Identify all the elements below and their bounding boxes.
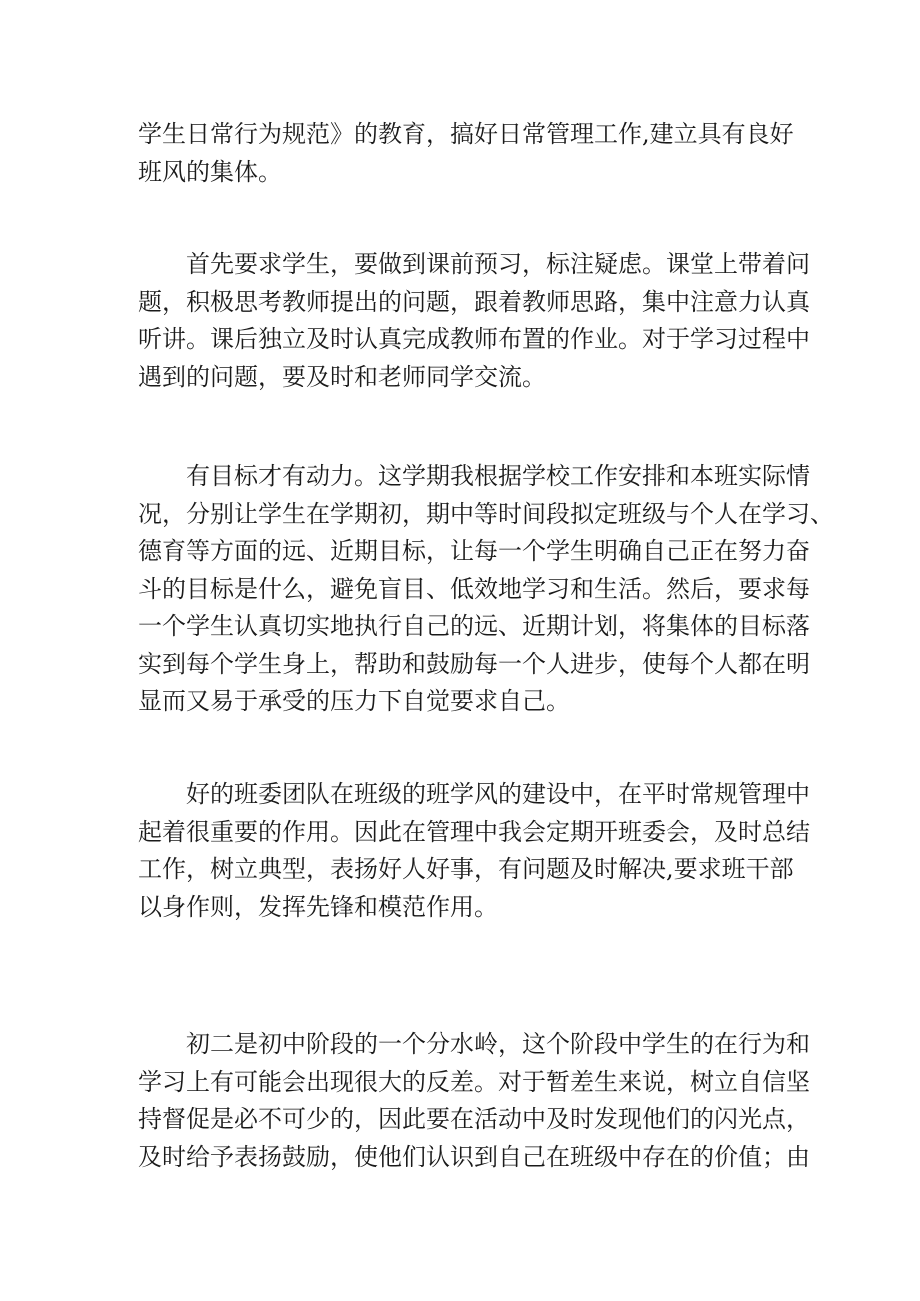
paragraph-line: 听讲。课后独立及时认真完成教师布置的作业。对于学习过程中 bbox=[138, 325, 810, 353]
paragraph-line: 起着很重要的作用。因此在管理中我会定期开班委会，及时总结 bbox=[138, 817, 810, 846]
paragraph-line: 学生日常行为规范》的教育，搞好日常管理工作,建立具有良好 bbox=[138, 120, 794, 148]
paragraph-line: 一个学生认真切实地执行自己的远、近期计划，将集体的目标落 bbox=[138, 612, 810, 640]
paragraph-line: 题，积极思考教师提出的问题，跟着教师思路，集中注意力认真 bbox=[138, 287, 810, 316]
paragraph-line: 初二是初中阶段的一个分水岭，这个阶段中学生的在行为和 bbox=[186, 1030, 810, 1058]
paragraph-2 bbox=[138, 246, 810, 396]
paragraph-line: 实到每个学生身上，帮助和鼓励每一个人进步，使每个人都在明 bbox=[138, 649, 810, 678]
paragraph-line: 有目标才有动力。这学期我根据学校工作安排和本班实际情 bbox=[186, 462, 810, 490]
paragraph-line: 斗的目标是什么，避免盲目、低效地学习和生活。然后，要求每 bbox=[138, 574, 810, 603]
paragraph-line: 德育等方面的远、近期目标，让每一个学生明确自己正在努力奋 bbox=[138, 537, 810, 565]
paragraph-line: 以身作则，发挥先锋和模范作用。 bbox=[138, 892, 498, 921]
paragraph-line: 持督促是必不可少的，因此要在活动中及时发现他们的闪光点， bbox=[138, 1105, 810, 1133]
paragraph-line: 遇到的问题，要及时和老师同学交流。 bbox=[138, 362, 546, 391]
paragraph-line: 况，分别让学生在学期初，期中等时间段拟定班级与个人在学习、 bbox=[138, 499, 834, 528]
paragraph-3 bbox=[138, 458, 834, 721]
paragraph-5 bbox=[138, 1026, 810, 1176]
paragraph-line: 好的班委团队在班级的班学风的建设中，在平时常规管理中 bbox=[186, 780, 810, 808]
paragraph-line: 及时给予表扬鼓励，使他们认识到自己在班级中存在的价值；由 bbox=[138, 1142, 810, 1171]
paragraph-line: 学习上有可能会出现很大的反差。对于暂差生来说，树立自信坚 bbox=[138, 1067, 810, 1096]
paragraph-1 bbox=[138, 116, 794, 191]
paragraph-line: 首先要求学生，要做到课前预习，标注疑虑。课堂上带着问 bbox=[186, 250, 810, 278]
paragraph-4 bbox=[138, 776, 810, 926]
paragraph-line: 班风的集体。 bbox=[138, 157, 282, 186]
paragraph-line: 显而又易于承受的压力下自觉要求自己。 bbox=[138, 687, 570, 715]
paragraph-line: 工作，树立典型，表扬好人好事，有问题及时解决,要求班干部 bbox=[138, 855, 794, 883]
